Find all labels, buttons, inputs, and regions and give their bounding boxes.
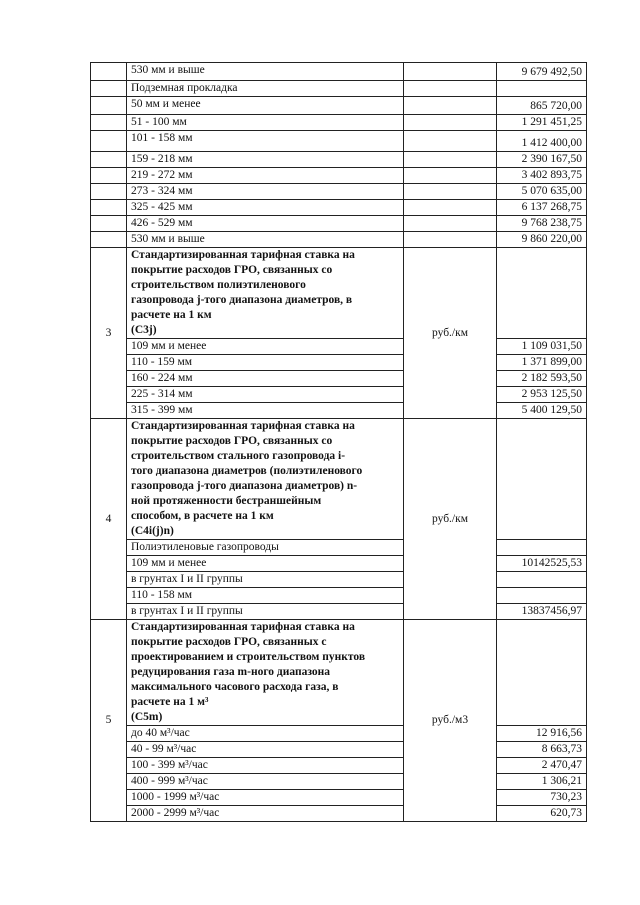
row-unit-cell bbox=[404, 200, 497, 216]
row-label: 426 - 529 мм bbox=[127, 216, 404, 232]
row-number-cell bbox=[91, 168, 127, 184]
table-row bbox=[91, 726, 587, 742]
table-row bbox=[91, 81, 587, 97]
row-label: в грунтах I и II группы bbox=[127, 604, 404, 620]
row-label: до 40 м³/час bbox=[127, 726, 404, 742]
formula-code: (С5m) bbox=[131, 711, 163, 723]
row-unit-cell bbox=[404, 81, 497, 97]
row-value: 5 400 129,50 bbox=[497, 403, 587, 419]
description-line: покрытие расходов ГРО, связанных с bbox=[131, 636, 327, 648]
row-label: 50 мм и менее bbox=[127, 97, 404, 115]
section4-header-row bbox=[91, 419, 587, 540]
row-value: 9 860 220,00 bbox=[497, 232, 587, 248]
row-value bbox=[497, 588, 587, 604]
row-value: 865 720,00 bbox=[497, 97, 587, 115]
description-line: расчете на 1 м³ bbox=[131, 696, 209, 708]
row-value: 1 109 031,50 bbox=[497, 339, 587, 355]
table-row bbox=[91, 604, 587, 620]
row-number-cell bbox=[91, 232, 127, 248]
row-label: 100 - 399 м³/час bbox=[127, 758, 404, 774]
table-row bbox=[91, 588, 587, 604]
table-row bbox=[91, 131, 587, 152]
section-description bbox=[127, 620, 404, 726]
description-line: газопровода j-того диапазона диаметров) n- bbox=[131, 480, 358, 492]
section-description bbox=[127, 248, 404, 339]
table-row bbox=[91, 168, 587, 184]
row-value: 3 402 893,75 bbox=[497, 168, 587, 184]
row-value: 1 291 451,25 bbox=[497, 115, 587, 131]
row-label: 315 - 399 мм bbox=[127, 403, 404, 419]
table-row bbox=[91, 232, 587, 248]
description-line: расчете на 1 км bbox=[131, 309, 212, 321]
description-line: проектированием и строительством пунктов bbox=[131, 651, 366, 663]
row-value: 10142525,53 bbox=[497, 556, 587, 572]
row-value: 1 306,21 bbox=[497, 774, 587, 790]
row-value: 1 412 400,00 bbox=[497, 131, 587, 152]
description-line: газопровода j-того диапазона диаметров, в bbox=[131, 294, 353, 306]
row-value: 5 070 635,00 bbox=[497, 184, 587, 200]
row-value: 13837456,97 bbox=[497, 604, 587, 620]
description-line: способом, в расчете на 1 км bbox=[131, 510, 274, 522]
row-unit-cell bbox=[404, 131, 497, 152]
description-line: того диапазона диаметров (полиэтиленового bbox=[131, 465, 363, 477]
description-line: ной протяженности бестраншейным bbox=[131, 495, 322, 507]
row-value: 8 663,73 bbox=[497, 742, 587, 758]
row-label: 40 - 99 м³/час bbox=[127, 742, 404, 758]
table-row bbox=[91, 790, 587, 806]
table-row bbox=[91, 540, 587, 556]
row-value: 9 679 492,50 bbox=[497, 63, 587, 81]
row-value: 2 390 167,50 bbox=[497, 152, 587, 168]
tariff-table-body bbox=[91, 63, 587, 822]
row-label: в грунтах I и II группы bbox=[127, 572, 404, 588]
row-label: 109 мм и менее bbox=[127, 556, 404, 572]
row-label: 400 - 999 м³/час bbox=[127, 774, 404, 790]
header-value-cell bbox=[497, 248, 587, 339]
row-unit-cell bbox=[404, 232, 497, 248]
row-label: 160 - 224 мм bbox=[127, 371, 404, 387]
table-row bbox=[91, 152, 587, 168]
row-label: 219 - 272 мм bbox=[127, 168, 404, 184]
table-row bbox=[91, 63, 587, 81]
table-row bbox=[91, 556, 587, 572]
description-line: Стандартизированная тарифная ставка на bbox=[131, 249, 355, 261]
row-label: 51 - 100 мм bbox=[127, 115, 404, 131]
row-label: 2000 - 2999 м³/час bbox=[127, 806, 404, 822]
description-line: редуцирования газа m-ного диапазона bbox=[131, 666, 330, 678]
row-unit-cell bbox=[404, 184, 497, 200]
row-label: 109 мм и менее bbox=[127, 339, 404, 355]
description-line: Стандартизированная тарифная ставка на bbox=[131, 420, 355, 432]
row-number-cell bbox=[91, 216, 127, 232]
row-unit-cell bbox=[404, 168, 497, 184]
row-label: Подземная прокладка bbox=[127, 81, 404, 97]
unit-cell: руб./м3 bbox=[404, 620, 497, 822]
table-row bbox=[91, 184, 587, 200]
row-number-cell bbox=[91, 63, 127, 81]
row-value bbox=[497, 81, 587, 97]
formula-code: (С3j) bbox=[131, 324, 157, 336]
table-row bbox=[91, 97, 587, 115]
row-label: 1000 - 1999 м³/час bbox=[127, 790, 404, 806]
section-description bbox=[127, 419, 404, 540]
tariff-table bbox=[90, 62, 587, 822]
row-value bbox=[497, 572, 587, 588]
row-number-cell bbox=[91, 131, 127, 152]
section-number: 4 bbox=[91, 419, 127, 620]
section5-header-row bbox=[91, 620, 587, 726]
row-value: 2 953 125,50 bbox=[497, 387, 587, 403]
row-number-cell bbox=[91, 200, 127, 216]
row-value: 9 768 238,75 bbox=[497, 216, 587, 232]
section-number: 3 bbox=[91, 248, 127, 419]
row-label: 159 - 218 мм bbox=[127, 152, 404, 168]
row-value: 730,23 bbox=[497, 790, 587, 806]
table-row bbox=[91, 742, 587, 758]
description-line: строительством полиэтиленового bbox=[131, 279, 306, 291]
row-label: Полиэтиленовые газопроводы bbox=[127, 540, 404, 556]
row-number-cell bbox=[91, 184, 127, 200]
section3-header-row bbox=[91, 248, 587, 339]
row-value bbox=[497, 540, 587, 556]
table-row bbox=[91, 339, 587, 355]
row-label: 225 - 314 мм bbox=[127, 387, 404, 403]
unit-cell: руб./км bbox=[404, 248, 497, 419]
table-row bbox=[91, 572, 587, 588]
row-value: 1 371 899,00 bbox=[497, 355, 587, 371]
table-row bbox=[91, 758, 587, 774]
row-label: 110 - 158 мм bbox=[127, 588, 404, 604]
row-number-cell bbox=[91, 115, 127, 131]
description-line: Стандартизированная тарифная ставка на bbox=[131, 621, 355, 633]
row-number-cell bbox=[91, 97, 127, 115]
row-unit-cell bbox=[404, 152, 497, 168]
row-unit-cell bbox=[404, 63, 497, 81]
table-row bbox=[91, 216, 587, 232]
row-unit-cell bbox=[404, 216, 497, 232]
table-row bbox=[91, 387, 587, 403]
row-number-cell bbox=[91, 81, 127, 97]
row-value: 6 137 268,75 bbox=[497, 200, 587, 216]
row-label: 101 - 158 мм bbox=[127, 131, 404, 152]
row-value: 620,73 bbox=[497, 806, 587, 822]
table-row bbox=[91, 371, 587, 387]
row-label: 530 мм и выше bbox=[127, 232, 404, 248]
table-row bbox=[91, 774, 587, 790]
formula-code: (С4i(j)n) bbox=[131, 525, 174, 537]
row-number-cell bbox=[91, 152, 127, 168]
header-value-cell bbox=[497, 620, 587, 726]
table-row bbox=[91, 806, 587, 822]
description-line: строительством стального газопровода i- bbox=[131, 450, 346, 462]
row-label: 110 - 159 мм bbox=[127, 355, 404, 371]
table-row bbox=[91, 355, 587, 371]
row-unit-cell bbox=[404, 97, 497, 115]
unit-cell: руб./км bbox=[404, 419, 497, 620]
description-line: покрытие расходов ГРО, связанных со bbox=[131, 264, 333, 276]
table-row bbox=[91, 115, 587, 131]
table-row bbox=[91, 403, 587, 419]
row-value: 12 916,56 bbox=[497, 726, 587, 742]
header-value-cell bbox=[497, 419, 587, 540]
row-value: 2 182 593,50 bbox=[497, 371, 587, 387]
row-unit-cell bbox=[404, 115, 497, 131]
description-line: максимального часового расхода газа, в bbox=[131, 681, 339, 693]
row-label: 530 мм и выше bbox=[127, 63, 404, 81]
description-line: покрытие расходов ГРО, связанных со bbox=[131, 435, 333, 447]
row-label: 273 - 324 мм bbox=[127, 184, 404, 200]
table-row bbox=[91, 200, 587, 216]
row-value: 2 470,47 bbox=[497, 758, 587, 774]
row-label: 325 - 425 мм bbox=[127, 200, 404, 216]
section-number: 5 bbox=[91, 620, 127, 822]
